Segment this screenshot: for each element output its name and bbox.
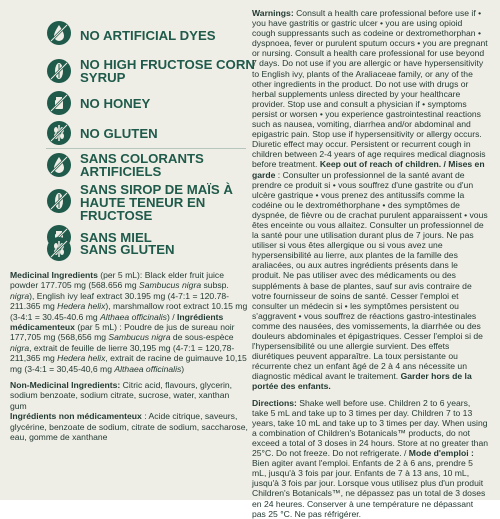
latin-name: Sambucus nigra bbox=[139, 280, 202, 291]
medicinal-text: ) / bbox=[166, 311, 177, 322]
medicinal-text: ), English ivy leaf extract 30.195 mg (4-7:1 = 120.78-211.365 mg bbox=[10, 290, 230, 312]
medicinal-ingredients bbox=[10, 270, 248, 374]
latin-name: Althaea officinalis bbox=[114, 363, 182, 374]
medicinal-per: (per 5 mL): bbox=[97, 270, 145, 280]
nonmedicinal-text: Citric acid, flavours, glycerin, sodium benzoate, sodium citrate, sucrose, water, xanthan gum bbox=[10, 380, 233, 411]
warnings-text-fr: : Consulter un professionnel de la santé avant de prendre ce produit si • vous souffrez d'une gastrite ou d'un ulcère gastrique • vous prenez des antitussifs comme la codéine ou le dextrométhorphane • des symptômes de dyspnée, de fièvre ou de crachat purulent apparaissent • vous êtes enceinte ou vous allaitez. Consulter un professionnel de la santé pour une utilisation durant plus de 7 jours. Ne pas utiliser si vous êtes allergique ou si vous avez une hypersensibilité au lierre, aux plantes de la famille des araliacées, ou aux autres ingrédients présents dans le produit. Ne pas utiliser avec des médicaments ou des suppléments à base de plantes, sauf sur avis contraire de votre fournisseur de soins de santé. Cesser l'emploi et consulter un médecin si • les symptômes persistent ou s'aggravent • vous souffrez de réactions gastro-intestinales comme des nausées, des vomissements, la diarrhée ou des douleurs abdominales et épigastriques. Cesser l'emploi si de l'hypersensibilité ou une allergie survient. Des effets diurétiques peuvent apparaître. La toux persistante ou récurrente chez un enfant âgé de 2 à 4 ans nécessite un diagnostic médical avant le traitement. bbox=[252, 169, 488, 382]
directions-text: Shake well before use. Children 2 to 6 years, take 5 mL and take up to 3 times per day. Children 7 to 13 years, take 10 mL and take up to 3 times per day. When using a combination of Children's Botanicals™ products, do not exceed a total of 3 doses in 24 hours. Store at no greater than 25°C. Do not freeze. Do not refrigerate. / bbox=[252, 397, 489, 459]
claim-no-gluten: NO GLUTEN bbox=[80, 125, 158, 141]
nonmedicinal-ingredients bbox=[10, 380, 248, 442]
medicinal-text-fr: , extrait de feuille de lierre 30,195 mg (4-7:1 = 120,78-211,365 mg bbox=[10, 342, 235, 364]
warnings-heading: Warnings: bbox=[252, 8, 294, 18]
claim-sans-colorants-artificiels: SANS COLORANTS ARTIFICIELS bbox=[80, 151, 204, 179]
medicinal-text: subsp. bbox=[201, 280, 229, 291]
keep-out-of-reach-fr: Garder hors de la portée des enfants. bbox=[252, 371, 472, 392]
nonmedicinal-text-fr: : Acide citrique, saveurs, glycérine, benzoate de sodium, citrate de sodium, saccharose, eau, gomme de xanthane bbox=[10, 411, 248, 443]
medicinal-text-fr: ) bbox=[181, 363, 185, 374]
latin-name: nigra bbox=[10, 342, 30, 353]
latin-name: Hedera helix bbox=[57, 301, 106, 312]
nonmedicinal-heading-fr: Ingrédients non médicamenteux bbox=[10, 411, 142, 422]
medicinal-per-fr: (par 5 mL) : bbox=[74, 322, 122, 333]
claim-sans-sirop-de-mais: SANS SIROP DE MAÏS À HAUTE TENEUR EN FRUCTOSE bbox=[80, 181, 233, 223]
directions-heading-fr: Mode d'emploi : bbox=[408, 448, 474, 459]
claim-no-honey: NO HONEY bbox=[80, 95, 151, 111]
latin-name: nigra bbox=[10, 290, 30, 301]
medicinal-heading-fr: Ingrédients médicamenteux bbox=[10, 311, 224, 333]
directions-text-fr: Bien agiter avant l'emploi. Enfants de 2 à 6 ans, prendre 5 mL, jusqu'à 3 fois par jour. Enfants de 7 à 13 ans, 10 mL, jusqu'à 3 fois par jour. Lorsque vous utilisez plus d'un produit Children's Botanicals™, ne dépassez pas un total de 3 doses en 24 heures. Conserver à une température ne dépassant pas 25 °C. Ne pas réfrigérer. bbox=[252, 458, 486, 519]
medicinal-text: Black elder fruit juice powder 177.705 mg (568.656 mg bbox=[10, 270, 224, 291]
warnings-block bbox=[252, 8, 488, 519]
no-gluten-icon bbox=[46, 236, 72, 262]
warnings-text: Consult a health care professional before use if • you have gastritis or gastric ulcer • you are using opioid cough suppressants such as codeine or dextromethorphan • dyspnoea, fever or purulent sputum occurs • you are pregnant or nursing. Consult a health care professional for use beyond 7 days. Do not use if you are allergic or have hypersensitivity to English ivy, plants of the Araliaceae family, or any of the other ingredients in the product. Do not use with drugs or herbal supplements unless directed by your healthcare provider. Stop use and consult a physician if • symptoms persist or worsen • you experience gastrointestinal reactions such as nausea, vomiting, diarrhea and/or abdominal and epigastric pain. Stop use if hypersensitivity or allergy occurs. Diuretic effect may occur. Persistent or recurrent cough in children between 2-4 years of age requires medical diagnosis before treatment. bbox=[252, 8, 488, 170]
nonmedicinal-heading: Non-Medicinal Ingredients: bbox=[10, 380, 121, 391]
latin-name: Hedera helix bbox=[57, 353, 106, 364]
keep-out-of-reach: Keep out of reach of children. / Mises en garde bbox=[252, 159, 485, 180]
medicinal-text: ), marshmallow root extract 10.15 mg (3-4:1 = 30.45-40.6 mg bbox=[10, 301, 248, 322]
medicinal-heading: Medicinal Ingredients bbox=[10, 270, 98, 280]
latin-name: Althaea officinalis bbox=[100, 311, 167, 322]
ingredients-block bbox=[10, 270, 248, 449]
latin-name: Sambucus nigra bbox=[108, 332, 171, 343]
directions-block bbox=[252, 398, 488, 519]
claim-no-artificial-dyes: NO ARTIFICIAL DYES bbox=[80, 27, 216, 43]
claim-sans-gluten: SANS GLUTEN bbox=[80, 241, 175, 257]
medicinal-text-fr: de sous-espèce bbox=[170, 332, 234, 343]
medicinal-text-fr: Poudre de jus de sureau noir 177,705 mg (568,656 mg bbox=[10, 322, 235, 343]
directions-heading: Directions: bbox=[252, 397, 297, 408]
warnings-directions-column bbox=[252, 8, 489, 519]
claim-no-high-fructose-corn-syrup: NO HIGH FRUCTOSE CORN SYRUP bbox=[80, 57, 255, 85]
medicinal-text-fr: , extrait de racine de guimauve 10,15 mg (3-4:1 = 30,45-40,6 mg bbox=[10, 353, 247, 374]
claim-sans-miel: SANS MIEL bbox=[80, 229, 152, 245]
